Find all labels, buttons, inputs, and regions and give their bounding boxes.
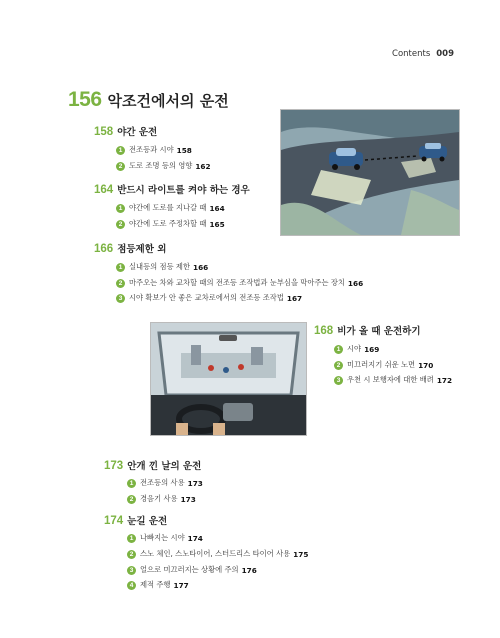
item-page: 158: [176, 145, 192, 155]
item-number-badge: 2: [334, 361, 343, 370]
section-number: 164: [94, 184, 114, 196]
toc-item[interactable]: [334, 375, 452, 385]
item-page: 177: [173, 580, 189, 590]
item-text: 시야 확보가 안 좋은 교차로에서의 전조등 조작법: [129, 293, 284, 302]
toc-item[interactable]: [127, 533, 203, 543]
item-number-badge: 2: [116, 162, 125, 171]
item-number-badge: 1: [127, 534, 136, 543]
section-number: 168: [314, 325, 334, 337]
toc-item[interactable]: [334, 360, 433, 370]
section-title: 야간 운전: [117, 127, 158, 138]
section-heading[interactable]: [94, 241, 166, 255]
toc-item[interactable]: [127, 549, 308, 559]
section-number: 166: [94, 243, 114, 255]
item-page: 169: [364, 344, 380, 354]
item-page: 166: [347, 278, 364, 288]
section-number: 158: [94, 126, 114, 138]
item-number-badge: 1: [116, 146, 125, 155]
toc-item[interactable]: [127, 580, 189, 590]
chapter-heading[interactable]: [68, 88, 229, 112]
item-number-badge: 1: [127, 479, 136, 488]
header-page-number: 009: [436, 49, 454, 59]
item-text: 미끄러지기 쉬운 노면: [347, 360, 416, 369]
toc-item[interactable]: [116, 203, 225, 213]
item-number-badge: 1: [116, 263, 125, 272]
chapter-number: 156: [68, 88, 102, 111]
section-number: 174: [104, 515, 124, 527]
section-title: 비가 올 때 운전하기: [337, 326, 421, 337]
section-title: 눈길 운전: [127, 516, 168, 527]
item-page: 166: [193, 262, 209, 272]
toc-item[interactable]: [116, 262, 208, 272]
item-page: 165: [209, 219, 225, 229]
item-text: 얼으로 미끄러지는 상황에 주의: [140, 565, 239, 574]
item-number-badge: 2: [127, 550, 136, 559]
item-text: 제적 주행: [140, 580, 171, 589]
rain-windshield-svg: [151, 323, 306, 435]
item-text: 경음기 사용: [140, 494, 178, 503]
item-page: 172: [436, 375, 453, 385]
section-heading[interactable]: [104, 513, 167, 527]
item-number-badge: 1: [334, 345, 343, 354]
toc-item[interactable]: [116, 219, 225, 229]
toc-item[interactable]: [334, 344, 379, 354]
item-number-badge: 3: [334, 376, 343, 385]
section-heading[interactable]: [104, 458, 201, 472]
item-number-badge: 3: [127, 566, 136, 575]
item-page: 176: [241, 565, 257, 575]
page-header: [392, 49, 454, 59]
item-page: 162: [195, 161, 211, 171]
section-heading[interactable]: [314, 323, 421, 337]
item-page: 175: [293, 549, 309, 559]
section-heading[interactable]: [94, 124, 157, 138]
item-text: 전조등과 시야: [129, 145, 174, 154]
toc-item[interactable]: [116, 145, 192, 155]
toc-item[interactable]: [127, 478, 203, 488]
rain-driving-illustration: [150, 322, 307, 436]
section-heading[interactable]: [94, 182, 250, 196]
item-text: 시야: [347, 344, 362, 353]
item-text: 우천 시 보행자에 대한 배려: [347, 375, 434, 384]
item-number-badge: 4: [127, 581, 136, 590]
item-number-badge: 2: [116, 220, 125, 229]
item-text: 마주오는 차와 교차할 때의 전조등 조작법과 눈부심을 막아주는 장치: [129, 278, 345, 287]
toc-item[interactable]: [116, 293, 302, 303]
item-number-badge: 2: [116, 279, 125, 288]
night-driving-illustration: [280, 109, 460, 236]
item-text: 나빠지는 시야: [140, 533, 185, 542]
item-page: 167: [286, 293, 303, 303]
night-road-svg: [281, 110, 459, 235]
toc-item[interactable]: [127, 494, 196, 504]
item-number-badge: 3: [116, 294, 125, 303]
item-text: 야간에 도로를 지나갈 때: [129, 203, 207, 212]
item-number-badge: 1: [116, 204, 125, 213]
item-text: 도로 조명 등의 영향: [129, 161, 193, 170]
item-text: 전조등의 사용: [140, 478, 185, 487]
item-number-badge: 2: [127, 495, 136, 504]
item-page: 173: [180, 494, 196, 504]
item-page: 164: [209, 203, 225, 213]
header-label: Contents: [392, 49, 431, 59]
section-title: 반드시 라이트를 켜야 하는 경우: [117, 185, 250, 196]
section-title: 안개 낀 날의 운전: [127, 461, 202, 472]
toc-item[interactable]: [116, 161, 211, 171]
toc-item[interactable]: [116, 278, 363, 288]
chapter-title: 악조건에서의 운전: [107, 92, 229, 110]
item-page: 170: [418, 360, 434, 370]
item-page: 173: [187, 478, 203, 488]
section-number: 173: [104, 460, 124, 472]
section-title: 점등제한 외: [117, 244, 167, 255]
item-text: 스노 체인, 스노타이어, 스터드리스 타이어 사용: [140, 549, 291, 558]
toc-item[interactable]: [127, 565, 257, 575]
item-page: 174: [187, 533, 203, 543]
item-text: 야간에 도로 주정차할 때: [129, 219, 207, 228]
item-text: 실내등의 점등 제한: [129, 262, 191, 271]
